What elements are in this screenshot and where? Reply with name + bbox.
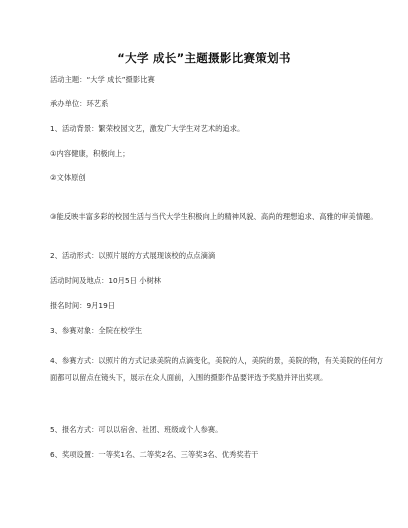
registration-method-line: 5、报名方式：可以以宿舍、社团、班级或个人参赛。 (50, 425, 223, 434)
activity-theme-line: 活动主题：“大学 成长”摄影比赛 (50, 75, 155, 84)
activity-time-place-line: 活动时间及地点：10月5日 小树林 (50, 276, 162, 285)
criterion-1-line: ①内容健康，积极向上； (50, 149, 130, 158)
criterion-2-line: ②文体原创 (50, 173, 86, 182)
criterion-3-paragraph: ③能反映丰富多彩的校园生活与当代大学生积极向上的精神风貌、高尚的理想追求、高雅的审美情趣。 (50, 212, 378, 221)
background-line: 1、活动背景：繁荣校园文艺，激发广大学生对艺术的追求。 (50, 124, 245, 133)
activity-form-line: 2、活动形式：以照片展的方式展现该校的点点滴滴 (50, 251, 216, 260)
organizer-line: 承办单位：环艺系 (50, 99, 109, 108)
participants-line: 3、参赛对象：全院在校学生 (50, 326, 143, 335)
participation-method-paragraph: 4、参赛方式：以照片的方式记录美院的点滴变化，美院的人，美院的景，美院的物，有关美院的任何方面都可以留点在镜头下，展示在众人面前，入围的摄影作品要评选予奖励并评出奖项。 (50, 356, 383, 382)
awards-line: 6、奖项设置：一等奖1名、二等奖2名、三等奖3名、优秀奖若干 (50, 450, 259, 459)
document-title: “大学 成长”主题摄影比赛策划书 (117, 51, 291, 65)
registration-time-line: 报名时间：9月19日 (50, 301, 116, 310)
